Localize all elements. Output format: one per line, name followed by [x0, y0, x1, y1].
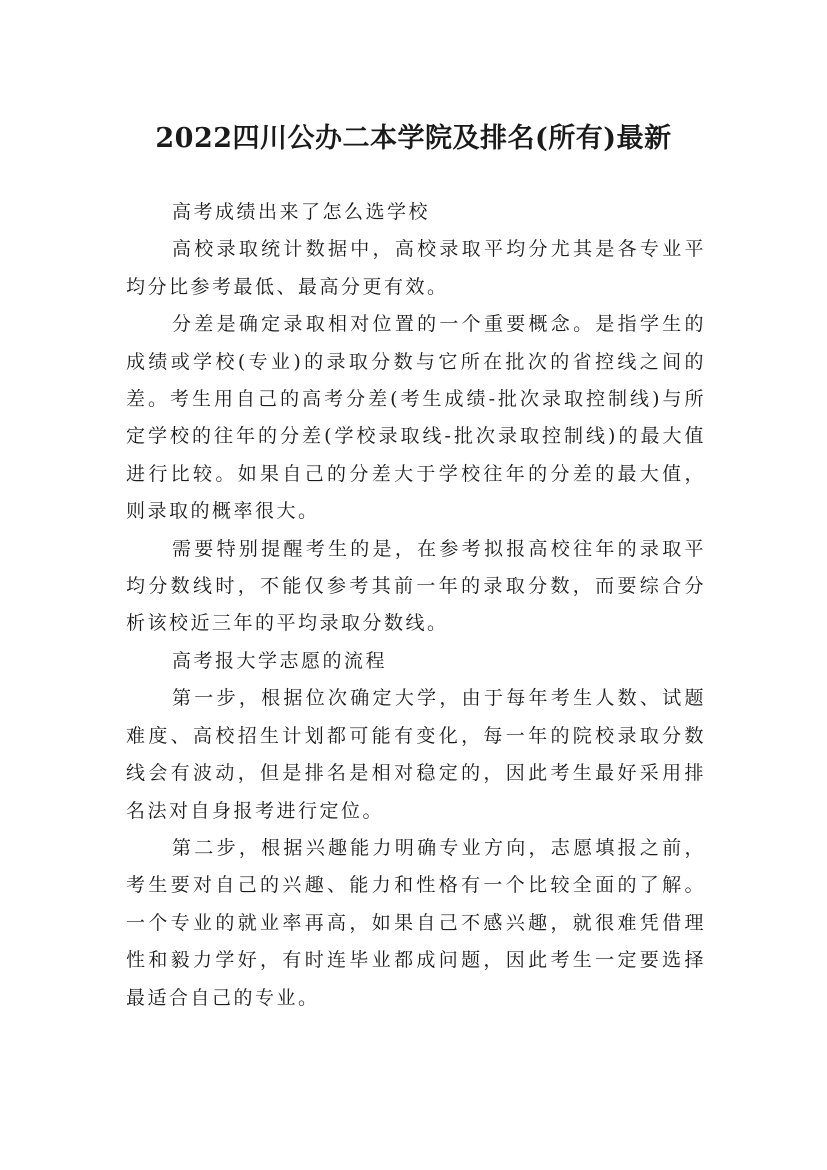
paragraph: 第一步，根据位次确定大学，由于每年考生人数、试题难度、高校招生计划都可能有变化，每一年的院校录取分数线会有波动，但是排名是相对稳定的，因此考生最好采用排名法对自身报考进行定位。: [126, 687, 706, 822]
paragraph: 需要特别提醒考生的是，在参考拟报高校往年的录取平均分数线时，不能仅参考其前一年的录取分数，而要综合分析该校近三年的平均录取分数线。: [126, 537, 706, 635]
paragraph-heading-choose-school: 高考成绩出来了怎么选学校: [172, 201, 431, 223]
paragraph: 高校录取统计数据中，高校录取平均分尤其是各专业平均分比参考最低、最高分更有效。: [126, 238, 706, 298]
document-body: [126, 194, 706, 1017]
paragraph-heading-application-process: 高考报大学志愿的流程: [172, 649, 388, 672]
document-title: 2022四川公办二本学院及排名(所有)最新: [155, 123, 672, 155]
paragraph: 分差是确定录取相对位置的一个重要概念。是指学生的成绩或学校(专业)的录取分数与它所在批次的省控线之间的差。考生用自己的高考分差(考生成绩-批次录取控制线)与所定学校的往年的分差(学校录取线-批次录取控制线)的最大值进行比较。如果自己的分差大于学校往年的分差的最大值，则录取的概率很大。: [126, 313, 706, 523]
paragraph: 第二步，根据兴趣能力明确专业方向，志愿填报之前，考生要对自己的兴趣、能力和性格有一个比较全面的了解。一个专业的就业率再高，如果自己不感兴趣，就很难凭借理性和毅力学好，有时连毕业都成问题，因此考生一定要选择最适合自己的专业。: [126, 836, 706, 1009]
